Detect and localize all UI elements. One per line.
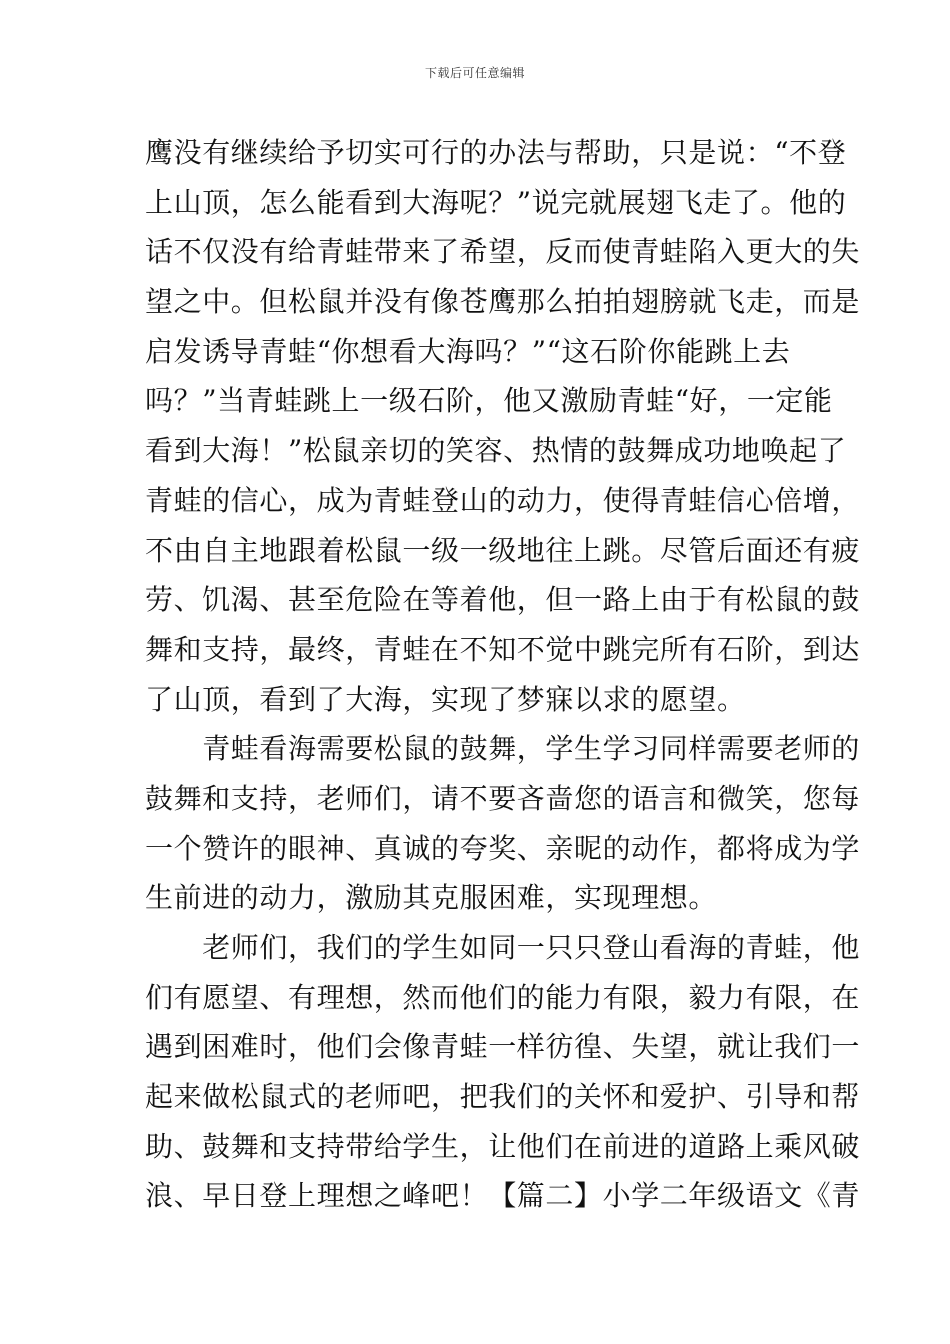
text-line: 遇到困难时，他们会像青蛙一样彷徨、失望，就让我们一 xyxy=(145,1030,861,1064)
text-line: 鹰没有继续给予切实可行的办法与帮助，只是说：“不登 xyxy=(145,136,847,169)
text-line: 一个赞许的眼神、真诚的夸奖、亲昵的动作，都将成为学 xyxy=(145,831,861,865)
text-line: 们有愿望、有理想，然而他们的能力有限，毅力有限，在 xyxy=(145,980,861,1014)
text-line: 上山顶，怎么能看到大海呢？”说完就展翅飞走了。他的 xyxy=(145,185,847,219)
text-line: 起来做松鼠式的老师吧，把我们的关怀和爱护、引导和帮 xyxy=(145,1080,861,1114)
text-line: 鼓舞和支持，老师们，请不要吝啬您的语言和微笑，您每 xyxy=(145,781,861,815)
text-line: 望之中。但松鼠并没有像苍鹰那么拍拍翅膀就飞走，而是 xyxy=(145,285,861,319)
text-line: 了山顶，看到了大海，实现了梦寐以求的愿望。 xyxy=(145,682,746,716)
text-line: 话不仅没有给青蛙带来了希望，反而使青蛙陷入更大的失 xyxy=(145,235,861,269)
text-line: 浪、早日登上理想之峰吧！【篇二】小学二年级语文《青 xyxy=(145,1179,861,1213)
text-line: 不由自主地跟着松鼠一级一级地往上跳。尽管后面还有疲 xyxy=(145,533,861,567)
document-body xyxy=(145,128,861,1221)
text-line: 老师们，我们的学生如同一只只登山看海的青蛙，他 xyxy=(145,931,861,964)
text-line: 看到大海！”松鼠亲切的笑容、热情的鼓舞成功地唤起了 xyxy=(145,434,847,468)
text-line: 青蛙看海需要松鼠的鼓舞，学生学习同样需要老师的 xyxy=(145,732,861,766)
page-header: 下载后可任意编辑 xyxy=(424,66,525,80)
text-line: 助、鼓舞和支持带给学生，让他们在前进的道路上乘风破 xyxy=(145,1129,861,1163)
text-line: 吗？”当青蛙跳上一级石阶，他又激励青蛙“好，一定能 xyxy=(145,384,833,418)
text-line: 舞和支持，最终，青蛙在不知不觉中跳完所有石阶，到达 xyxy=(145,632,861,666)
text-line: 青蛙的信心，成为青蛙登山的动力，使得青蛙信心倍增， xyxy=(145,483,861,517)
text-line: 生前进的动力，激励其克服困难，实现理想。 xyxy=(145,881,718,915)
text-line: 劳、饥渴、甚至危险在等着他，但一路上由于有松鼠的鼓 xyxy=(145,583,861,617)
text-line: 启发诱导青蛙“你想看大海吗？”“这石阶你能跳上去 xyxy=(145,334,791,368)
